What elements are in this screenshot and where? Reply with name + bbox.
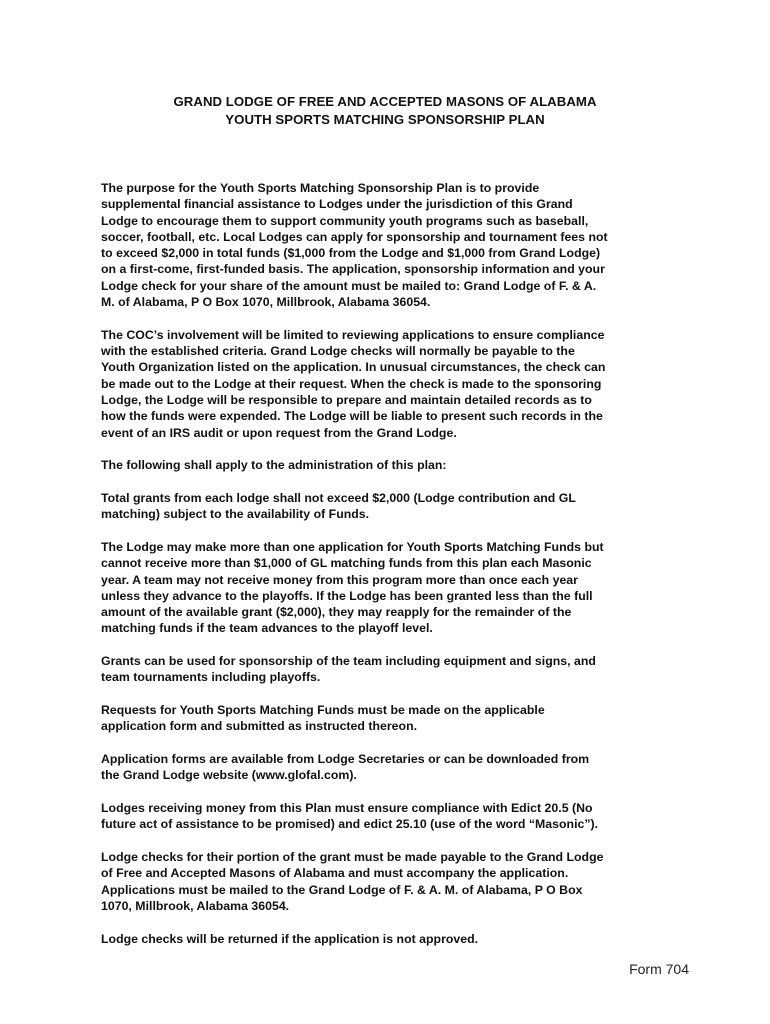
text-line: amount of the available grant ($2,000), they may reapply for the remainder of the bbox=[101, 605, 572, 620]
text-line: event of an IRS audit or upon request from the Grand Lodge. bbox=[101, 425, 457, 440]
text-line: M. of Alabama, P O Box 1070, Millbrook, Alabama 36054. bbox=[101, 295, 431, 310]
text-line: Applications must be mailed to the Grand Lodge of F. & A. M. of Alabama, P O Box bbox=[101, 882, 583, 897]
text-line: Requests for Youth Sports Matching Funds must be made on the applicable bbox=[101, 703, 545, 718]
text-line: Youth Organization listed on the application. In unusual circumstances, the check can bbox=[101, 360, 606, 375]
title-line-2: YOUTH SPORTS MATCHING SPONSORSHIP PLAN bbox=[225, 112, 545, 127]
text-line: of Free and Accepted Masons of Alabama and must accompany the application. bbox=[101, 866, 569, 881]
text-line: supplemental financial assistance to Lodges under the jurisdiction of this Grand bbox=[101, 197, 573, 212]
paragraph-compliance bbox=[101, 800, 691, 833]
text-line: Lodge, the Lodge will be responsible to prepare and maintain detailed records as to bbox=[101, 392, 592, 407]
text-line: The COC’s involvement will be limited to reviewing applications to ensure compliance bbox=[101, 327, 605, 342]
text-line: on a first-come, first-funded basis. The application, sponsorship information and your bbox=[101, 262, 605, 277]
text-line: year. A team may not receive money from this program more than once each year bbox=[101, 572, 578, 587]
document-title bbox=[80, 93, 690, 129]
text-line: Grants can be used for sponsorship of the team including equipment and signs, and bbox=[101, 654, 596, 669]
text-line: with the established criteria. Grand Lodge checks will normally be payable to the bbox=[101, 344, 575, 359]
paragraph-grant-usage bbox=[101, 653, 691, 686]
text-line: soccer, football, etc. Local Lodges can apply for sponsorship and tournament fees not bbox=[101, 229, 608, 244]
text-line: matching) subject to the availability of Funds. bbox=[101, 507, 370, 522]
text-line: to exceed $2,000 in total funds ($1,000 from the Lodge and $1,000 from Grand Lodge) bbox=[101, 246, 601, 261]
text-line: The purpose for the Youth Sports Matching Sponsorship Plan is to provide bbox=[101, 181, 540, 195]
text-line: cannot receive more than $1,000 of GL matching funds from this plan each Masonic bbox=[101, 556, 592, 571]
text-line: application form and submitted as instructed thereon. bbox=[101, 719, 418, 734]
paragraph-coc-involvement bbox=[101, 327, 691, 441]
paragraph-administration-intro bbox=[101, 457, 691, 473]
paragraph-total-grants bbox=[101, 490, 691, 523]
text-line: Lodges receiving money from this Plan must ensure compliance with Edict 20.5 (No bbox=[101, 801, 593, 816]
paragraph-application-forms bbox=[101, 751, 691, 784]
text-line: how the funds were expended. The Lodge will be liable to present such records in the bbox=[101, 409, 603, 424]
text-line: Lodge checks will be returned if the application is not approved. bbox=[101, 931, 479, 946]
text-line: unless they advance to the playoffs. If the Lodge has been granted less than the full bbox=[101, 588, 593, 603]
text-line: Lodge to encourage them to support community youth programs such as baseball, bbox=[101, 213, 589, 228]
paragraph-lodge-checks bbox=[101, 849, 691, 914]
form-number: Form 704 bbox=[629, 961, 689, 977]
document-body bbox=[101, 180, 691, 963]
text-line: The following shall apply to the administration of this plan: bbox=[101, 458, 447, 473]
text-line: Total grants from each lodge shall not exceed $2,000 (Lodge contribution and GL bbox=[101, 490, 576, 505]
title-line-1: GRAND LODGE OF FREE AND ACCEPTED MASONS OF ALABAMA bbox=[173, 94, 597, 109]
text-line: Lodge check for your share of the amount must be mailed to: Grand Lodge of F. & A. bbox=[101, 278, 597, 293]
paragraph-purpose bbox=[101, 180, 691, 310]
text-line: be made out to the Lodge at their request. When the check is made to the sponsoring bbox=[101, 376, 602, 391]
text-line: The Lodge may make more than one application for Youth Sports Matching Funds but bbox=[101, 539, 604, 554]
paragraph-multiple-applications bbox=[101, 539, 691, 637]
text-line: Lodge checks for their portion of the grant must be made payable to the Grand Lodge bbox=[101, 850, 604, 865]
text-line: 1070, Millbrook, Alabama 36054. bbox=[101, 898, 290, 913]
paragraph-requests bbox=[101, 702, 691, 735]
text-line: team tournaments including playoffs. bbox=[101, 670, 321, 685]
paragraph-returned-checks bbox=[101, 931, 691, 947]
text-line: matching funds if the team advances to the playoff level. bbox=[101, 621, 433, 636]
text-line: Application forms are available from Lodge Secretaries or can be downloaded from bbox=[101, 752, 590, 767]
text-line: the Grand Lodge website (www.glofal.com). bbox=[101, 768, 357, 783]
text-line: future act of assistance to be promised) and edict 25.10 (use of the word “Masonic”). bbox=[101, 817, 599, 832]
